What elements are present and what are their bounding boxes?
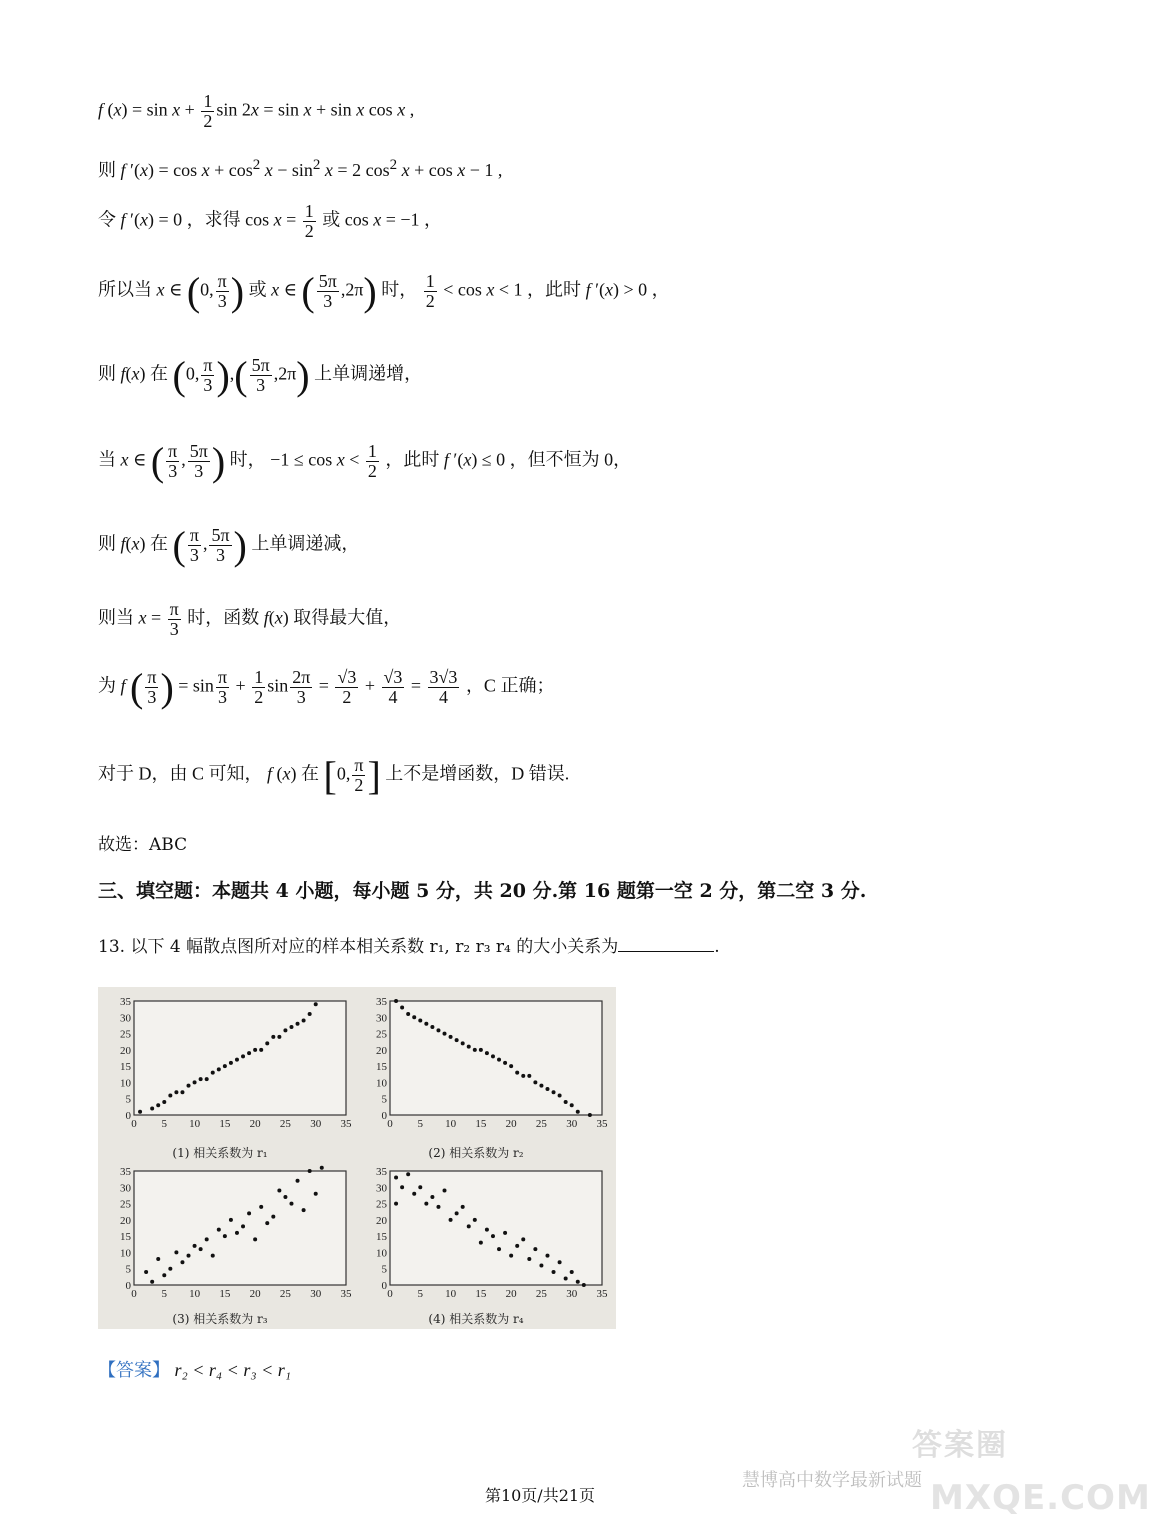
scatter-point	[455, 1211, 459, 1215]
y-tick-label: 5	[125, 1263, 131, 1276]
scatter-point	[283, 1195, 287, 1199]
scatter-point	[564, 1100, 568, 1104]
scatter-point	[247, 1051, 251, 1055]
scatter-point	[277, 1189, 281, 1193]
y-tick-label: 20	[376, 1214, 387, 1227]
x-tick-label: 5	[161, 1118, 168, 1130]
scatter-point	[174, 1090, 178, 1094]
solution-line-1: f (x) = sin x + $\frac{1}{2}$ sin 2x = sin x + sin x cos x ,	[98, 91, 415, 131]
y-tick-label: 20	[376, 1044, 387, 1057]
y-tick-label: 30	[376, 1012, 387, 1025]
scatter-point	[527, 1257, 531, 1261]
scatter-point	[509, 1254, 513, 1258]
scatter-point	[418, 1185, 422, 1189]
question-number: 13.	[98, 937, 126, 957]
scatter-point	[199, 1247, 203, 1251]
scatter-point	[253, 1048, 257, 1052]
scatter-point	[394, 1202, 398, 1206]
y-tick-label: 15	[120, 1231, 131, 1244]
scatter-point	[223, 1234, 227, 1238]
scatter-point	[156, 1103, 160, 1107]
scatter-point	[430, 1195, 434, 1199]
answer-line	[98, 1356, 291, 1382]
scatter-point	[436, 1205, 440, 1209]
y-tick-label: 20	[120, 1044, 131, 1057]
scatter-point	[491, 1054, 495, 1058]
solution-line-7: 则 f(x) 在 ( $\frac{\pi}{3}$ , $\frac{5\pi}{3}$ ) 上单调递减，	[98, 523, 360, 568]
scatter-point	[296, 1022, 300, 1026]
y-tick-label: 25	[120, 1028, 131, 1041]
x-tick-label: 5	[417, 1288, 424, 1300]
scatter-point	[205, 1237, 209, 1241]
x-tick-label: 25	[279, 1118, 291, 1130]
scatter-point	[289, 1202, 293, 1206]
scatter-point	[144, 1270, 148, 1274]
scatter-point	[283, 1028, 287, 1032]
scatter-point	[180, 1260, 184, 1264]
scatter-point	[217, 1067, 221, 1071]
solution-line-3: 令 f ′(x) = 0 ，求得 cos x = $\frac{1}{2}$ 或 cos x = −1 ，	[98, 201, 443, 241]
scatter-plots	[98, 987, 616, 1329]
scatter-point	[314, 1002, 318, 1006]
scatter-point	[485, 1228, 489, 1232]
scatter-point	[588, 1113, 592, 1117]
plot-caption-3: (3) 相关系数为 r₃	[172, 1312, 268, 1326]
scatter-point	[211, 1254, 215, 1258]
scatter-point	[223, 1064, 227, 1068]
scatter-point	[485, 1051, 489, 1055]
x-tick-label: 20	[249, 1288, 261, 1300]
y-tick-label: 15	[120, 1061, 131, 1074]
solution-line-10: 对于 D，由 C 可知， f (x) 在 [0, $\frac{\pi}{2}$ ] 上不是增函数，D 错误.	[98, 753, 570, 798]
scatter-point	[241, 1054, 245, 1058]
x-tick-label: 20	[505, 1288, 517, 1300]
x-tick-label: 0	[131, 1118, 137, 1130]
x-tick-label: 10	[189, 1288, 201, 1300]
scatter-point	[430, 1025, 434, 1029]
scatter-point	[314, 1192, 318, 1196]
scatter-point	[156, 1257, 160, 1261]
scatter-point	[467, 1045, 471, 1049]
y-tick-label: 10	[376, 1247, 387, 1260]
x-tick-label: 25	[535, 1288, 547, 1300]
x-tick-label: 10	[445, 1118, 457, 1130]
x-tick-label: 10	[189, 1118, 201, 1130]
y-tick-label: 15	[376, 1061, 387, 1074]
scatter-point	[400, 1006, 404, 1010]
scatter-point	[424, 1022, 428, 1026]
scatter-point	[235, 1231, 239, 1235]
y-tick-label: 0	[125, 1110, 131, 1122]
scatter-point	[199, 1077, 203, 1081]
scatter-point	[564, 1276, 568, 1280]
answer-text: r₂ < r₄ < r₃ < r₁	[174, 1360, 291, 1380]
scatter-point	[521, 1237, 525, 1241]
x-tick-label: 15	[475, 1288, 487, 1300]
scatter-point	[461, 1041, 465, 1045]
scatter-point	[515, 1071, 519, 1075]
scatter-point	[259, 1205, 263, 1209]
plot-caption-2: (2) 相关系数为 r₂	[428, 1146, 524, 1160]
scatter-point	[241, 1224, 245, 1228]
scatter-point	[497, 1058, 501, 1062]
scatter-point	[406, 1012, 410, 1016]
y-tick-label: 15	[376, 1231, 387, 1244]
scatter-point	[174, 1250, 178, 1254]
scatter-point	[187, 1254, 191, 1258]
y-tick-label: 5	[381, 1093, 387, 1106]
scatter-point	[545, 1087, 549, 1091]
solution-line-11: 故选：ABC	[98, 835, 188, 855]
scatter-point	[582, 1283, 586, 1287]
scatter-point	[229, 1061, 233, 1065]
x-tick-label: 20	[249, 1118, 261, 1130]
scatter-point	[558, 1093, 562, 1097]
scatter-point	[217, 1228, 221, 1232]
x-tick-label: 0	[387, 1118, 393, 1130]
scatter-point	[265, 1041, 269, 1045]
x-tick-label: 25	[279, 1288, 291, 1300]
scatter-point	[168, 1093, 172, 1097]
x-tick-label: 0	[131, 1288, 137, 1300]
plot-frame-3	[134, 1171, 346, 1285]
scatter-point	[479, 1241, 483, 1245]
scatter-point	[509, 1064, 513, 1068]
scatter-point	[302, 1208, 306, 1212]
scatter-point	[443, 1032, 447, 1036]
scatter-point	[521, 1074, 525, 1078]
scatter-point	[570, 1103, 574, 1107]
scatter-point	[436, 1028, 440, 1032]
scatter-point	[187, 1084, 191, 1088]
scatter-point	[412, 1192, 416, 1196]
y-tick-label: 25	[120, 1198, 131, 1211]
scatter-point	[533, 1080, 537, 1084]
scatter-point	[193, 1244, 197, 1248]
x-tick-label: 5	[161, 1288, 168, 1300]
solution-line-9: 为 f ( $\frac{\pi}{3}$ ) = sin $\frac{\pi}{3}$ + $\frac{1}{2}$ sin $\frac{2\pi}{3}$ = $\frac{√3}{2}$ + $\frac{√3}{4}$ = $\frac{3√3}{4}$ ，C 正确；	[98, 665, 555, 710]
scatter-point	[552, 1270, 556, 1274]
y-tick-label: 10	[120, 1077, 131, 1090]
y-tick-label: 5	[381, 1263, 387, 1276]
scatter-point	[503, 1231, 507, 1235]
scatter-point	[467, 1224, 471, 1228]
scatter-point	[473, 1218, 477, 1222]
scatter-point	[247, 1211, 251, 1215]
x-tick-label: 30	[566, 1118, 578, 1130]
scatter-point	[503, 1061, 507, 1065]
scatter-point	[552, 1090, 556, 1094]
x-tick-label: 30	[310, 1288, 322, 1300]
scatter-point	[308, 1169, 312, 1173]
plot-caption-4: (4) 相关系数为 r₄	[428, 1312, 524, 1326]
x-tick-label: 35	[340, 1118, 352, 1130]
scatter-point	[424, 1202, 428, 1206]
scatter-point	[406, 1172, 410, 1176]
y-tick-label: 35	[376, 996, 387, 1008]
scatter-point	[138, 1110, 142, 1114]
question-end: .	[714, 937, 720, 957]
scatter-point	[443, 1189, 447, 1193]
x-tick-label: 15	[219, 1288, 231, 1300]
scatter-point	[497, 1247, 501, 1251]
x-tick-label: 35	[596, 1118, 608, 1130]
scatter-point	[162, 1273, 166, 1277]
scatter-point	[296, 1179, 300, 1183]
x-tick-label: 35	[340, 1288, 352, 1300]
x-tick-label: 30	[566, 1288, 578, 1300]
y-tick-label: 10	[120, 1247, 131, 1260]
x-tick-label: 5	[417, 1118, 424, 1130]
scatter-point	[491, 1234, 495, 1238]
scatter-point	[449, 1035, 453, 1039]
y-tick-label: 30	[376, 1182, 387, 1195]
watermark-logo-bottom: MXQE.COM	[930, 1478, 1151, 1518]
scatter-point	[545, 1254, 549, 1258]
y-tick-label: 35	[376, 1166, 387, 1178]
x-tick-label: 0	[387, 1288, 393, 1300]
y-tick-label: 25	[376, 1028, 387, 1041]
y-tick-label: 5	[125, 1093, 131, 1106]
page-footer: 第10页/共21页	[484, 1486, 596, 1505]
solution-line-6: 当 x ∈ ( $\frac{\pi}{3}$ , $\frac{5\pi}{3}$ ) 时， −1 ≤ cos x < $\frac{1}{2}$ ，此时 f ′(x) ≤ 0 ，但不恒为 0，	[98, 439, 632, 484]
y-tick-label: 0	[125, 1280, 131, 1292]
scatter-point	[265, 1221, 269, 1225]
solution-line-8: 则当 x = $\frac{\pi}{3}$ 时，函数 f(x) 取得最大值，	[98, 599, 402, 639]
scatter-point	[558, 1260, 562, 1264]
solution-line-2: 则 f $'(x) = \cos x + \cos^2 x - \sin^2 x = 2$ $\cos^2 x + \cos x - 1$ ,	[98, 157, 503, 180]
x-tick-label: 10	[445, 1288, 457, 1300]
scatter-point	[229, 1218, 233, 1222]
scatter-point	[235, 1058, 239, 1062]
x-tick-label: 30	[310, 1118, 322, 1130]
question-text: 以下 4 幅散点图所对应的样本相关系数 r₁, r₂ r₃ r₄ 的大小关系为	[130, 937, 619, 957]
y-tick-label: 30	[120, 1012, 131, 1025]
scatter-point	[150, 1280, 154, 1284]
scatter-point	[308, 1012, 312, 1016]
scatter-figure	[98, 987, 616, 1329]
scatter-point	[515, 1244, 519, 1248]
x-tick-label: 15	[219, 1118, 231, 1130]
scatter-point	[253, 1237, 257, 1241]
scatter-point	[180, 1090, 184, 1094]
scatter-point	[289, 1025, 293, 1029]
scatter-point	[539, 1263, 543, 1267]
scatter-point	[320, 1166, 324, 1170]
scatter-point	[570, 1270, 574, 1274]
scatter-point	[576, 1280, 580, 1284]
scatter-point	[150, 1106, 154, 1110]
scatter-point	[302, 1019, 306, 1023]
y-tick-label: 35	[120, 1166, 131, 1178]
scatter-point	[539, 1084, 543, 1088]
y-tick-label: 30	[120, 1182, 131, 1195]
scatter-point	[205, 1077, 209, 1081]
x-tick-label: 25	[535, 1118, 547, 1130]
question-13	[98, 932, 720, 957]
scatter-point	[277, 1035, 281, 1039]
scatter-point	[259, 1048, 263, 1052]
watermark-logo-top: 答案圈	[912, 1428, 1008, 1463]
scatter-point	[211, 1071, 215, 1075]
scatter-point	[449, 1218, 453, 1222]
scatter-point	[533, 1247, 537, 1251]
y-tick-label: 0	[381, 1110, 387, 1122]
scatter-point	[418, 1019, 422, 1023]
plot-frame-2	[390, 1001, 602, 1115]
x-tick-label: 35	[596, 1288, 608, 1300]
scatter-point	[461, 1205, 465, 1209]
y-tick-label: 20	[120, 1214, 131, 1227]
y-tick-label: 25	[376, 1198, 387, 1211]
section-heading: 三、填空题：本题共 4 小题，每小题 5 分，共 20 分.第 16 题第一空 2 分，第二空 3 分.	[98, 880, 867, 902]
scatter-point	[400, 1185, 404, 1189]
scatter-point	[168, 1267, 172, 1271]
scatter-point	[162, 1100, 166, 1104]
scatter-point	[394, 999, 398, 1003]
answer-blank	[618, 937, 714, 952]
plot-caption-1: (1) 相关系数为 r₁	[172, 1146, 268, 1160]
y-tick-label: 10	[376, 1077, 387, 1090]
scatter-point	[271, 1215, 275, 1219]
x-tick-label: 15	[475, 1118, 487, 1130]
solution-line-5: 则 f(x) 在 (0, $\frac{\pi}{3}$ ),( $\frac{5\pi}{3}$ ,2π) 上单调递增，	[98, 353, 423, 398]
watermark-text: 慧博高中数学最新试题	[742, 1470, 922, 1491]
scatter-point	[412, 1015, 416, 1019]
x-tick-label: 20	[505, 1118, 517, 1130]
y-tick-label: 35	[120, 996, 131, 1008]
scatter-point	[473, 1048, 477, 1052]
scatter-point	[455, 1038, 459, 1042]
scatter-point	[527, 1074, 531, 1078]
scatter-point	[394, 1176, 398, 1180]
scatter-point	[576, 1110, 580, 1114]
scatter-point	[193, 1080, 197, 1084]
scatter-point	[271, 1035, 275, 1039]
y-tick-label: 0	[381, 1280, 387, 1292]
solution-line-4: 所以当 x ∈ (0, $\frac{\pi}{3}$ ) 或 x ∈ ( $\frac{5\pi}{3}$ ,2π) 时， $\frac{1}{2}$ < cos x < 1 ，此时 f ′(x) > 0 ，	[98, 269, 670, 314]
scatter-point	[479, 1048, 483, 1052]
answer-tag: 【答案】	[98, 1360, 170, 1380]
plot-frame-1	[134, 1001, 346, 1115]
